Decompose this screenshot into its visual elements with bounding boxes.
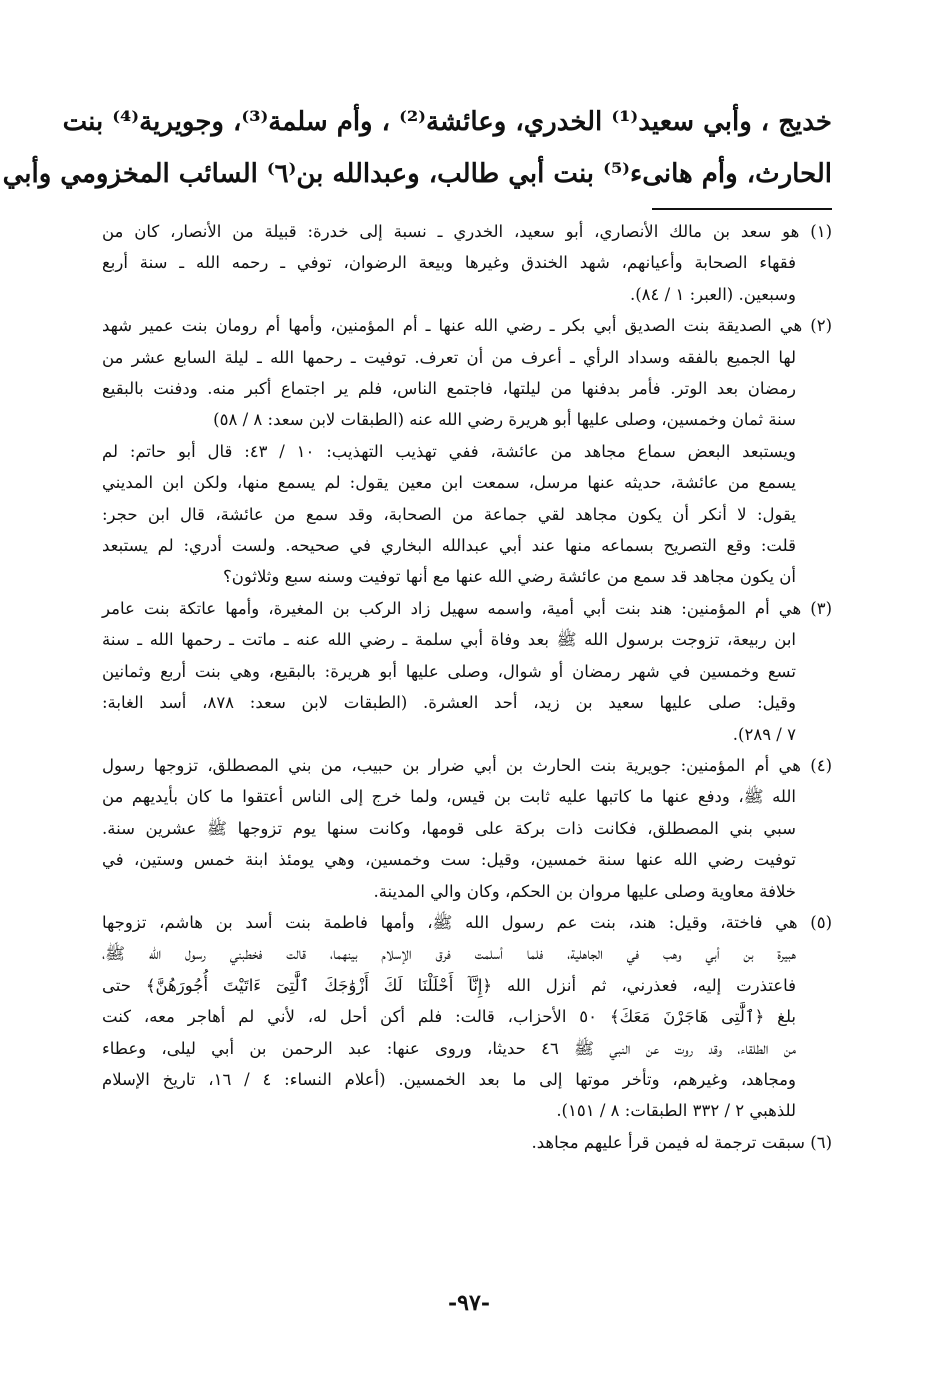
footnote-3 (102, 593, 832, 750)
footnote-line: الله ﷺ، ودفع عنها ما كاتبها عليه ثابت بن قيس، ولما خرج إلى الناس أعتقوا ما كان بأيديهم من (102, 787, 796, 807)
footnote-line: وسبعين. (العبر: ١ / ٨٤). (629, 284, 796, 304)
page-number: -٩٧- (448, 1290, 490, 1316)
footnote-line: بلغ ﴿ٱلَّٰتِى هَاجَرْنَ مَعَكَ﴾ ٥٠ الأحزاب، قالت: فلم أكن أحل له، لأني لم أهاجر معه، كنت (102, 1007, 796, 1027)
footnote-line: ومجاهد، وغيرهم، وتأخر موتها إلى ما بعد الخمسين. (أعلام النساء: ٤ / ١٦، تاريخ الإسلام (102, 1069, 796, 1089)
footnote-line: سنة ثمان وخمسين، وصلى عليها أبو هريرة رضي الله عنه (الطبقات لابن سعد: ٨ / ٥٨) (213, 410, 796, 430)
main-text-line: خديج ، وأبي سعيد⁽¹⁾ الخدري، وعائشة⁽²⁾ ، وأم سلمة⁽³⁾، وجويرية⁽⁴⁾ بنت (62, 107, 832, 137)
footnote-line: (٤) هي أم المؤمنين: جويرية بنت الحارث بن أبي ضرار بن حبيب، من بني المصطلق، تزوجها رسول (102, 755, 832, 775)
footnote-line: خلافة معاوية وصلى عليها مروان بن الحكم، وكان والي المدينة. (373, 881, 796, 901)
footnote-line: لها الجميع بالفقه وسداد الرأي ـ أعرف من أن تعرف. توفيت ـ رحمها الله ـ ليلة السابع عشر من (102, 347, 796, 367)
footnotes-section (102, 216, 832, 1158)
footnote-line: قلت: وقع التصريح بسماعه منها عند أبي عبدالله البخاري في صحيحه. ولست أدري: لم يستبعد (102, 536, 796, 556)
footnote-separator-rule (652, 208, 832, 210)
footnote-line: يسمع من عائشة، حديثه عنها مرسل، سمعت ابن معين يقول: لم يسمع منها، ولكن ابن المديني (102, 473, 796, 493)
footnote-line: ابن ربيعة، تزوجت برسول الله ﷺ بعد وفاة أبي سلمة ـ رضي الله عنه ـ ماتت ـ رحمها الله ـ سنة (102, 630, 796, 650)
footnote-line: توفيت رضي الله عنها سنة خمسين، وقيل: ست وخمسين، وهي يومئذ ابنة خمس وستين، في (102, 850, 796, 870)
footnote-line: من الطلقاء، وقد روت عن النبي ﷺ ٤٦ حديثا، وروى عنها: عبد الرحمن بن أبي ليلى، وعطاء (102, 1038, 796, 1058)
footnote-line: (١) هو سعد بن مالك الأنصاري، أبو سعيد، الخدري ـ نسبة إلى خدرة: قبيلة من الأنصار، كان من (102, 222, 832, 241)
footnote-line: فقهاء الصحابة وأعيانهم، شهد الخندق وغيرها وبيعة الرضوان، توفي ـ رحمه الله ـ سنة أربع (102, 253, 796, 273)
footnote-line: هبيرة بن أبي وهب في الجاهلية، فلما أسلمت فرق الإسلام بينهما، قالت فخطبني رسول الله ﷺ، (102, 944, 796, 964)
footnote-line: ويستبعد البعض سماع مجاهد من عائشة، ففي تهذيب التهذيب: ١٠ / ٤٣: قال أبو حاتم: لم (102, 441, 796, 461)
main-text-line: الحارث، وأم هانىء⁽⁵⁾ بنت أبي طالب، وعبدالله بن⁽٦⁾ السائب المخزومي وأبي (2, 159, 832, 189)
footnote-line: فاعتذرت إليه، فعذرني، ثم أنزل الله ﴿إِنَّآ أَحْلَلْنَا لَكَ أَزْوَٰجَكَ ٱلَّٰتِىٓ ءَاتَيْتَ أُجُورَهُنَّ﴾ حتى (102, 975, 796, 995)
footnote-6 (102, 1127, 832, 1158)
footnote-line: (٢) هي الصديقة بنت الصديق أبي بكر ـ رضي الله عنها ـ أم المؤمنين، وأمها أم رومان بنت عمير شهد (102, 316, 832, 336)
footnote-line: للذهبي ٢ / ٣٣٢ الطبقات: ٨ / ١٥١). (556, 1101, 796, 1121)
footnote-line: (٣) هي أم المؤمنين: هند بنت أبي أمية، واسمه سهيل زاد الركب بن المغيرة، وأمها عاتكة بنت عامر (102, 598, 832, 618)
footnote-line: يقول: لا أنكر أن يكون مجاهد لقي جماعة من الصحابة، وقد سمع من عائشة، قال ابن حجر: (102, 504, 796, 524)
footnote-line: ٧ / ٢٨٩). (732, 724, 796, 744)
footnote-line: (٥) هي فاختة، وقيل: هند، بنت عم رسول الله ﷺ، وأمها فاطمة بنت أسد بن هاشم، تزوجها (102, 912, 832, 932)
main-text-paragraph (2, 96, 832, 200)
footnote-line: أن يكون مجاهد قد سمع من عائشة رضي الله عنها مع أنها توفيت وسنه سبع وثلاثون؟ (222, 567, 796, 587)
footnote-line: سبي بني المصطلق، فكانت ذات بركة على قومها، وكانت سنها يوم تزوجها ﷺ عشرين سنة. (102, 818, 796, 838)
footnote-line: (٦) سبقت ترجمة له فيمن قرأ عليهم مجاهد. (531, 1132, 832, 1152)
footnote-2 (102, 310, 832, 593)
footnote-5 (102, 907, 832, 1127)
footnote-line: رمضان بعد الوتر. فأمر بدفنها من ليلتها، فاجتمع الناس، فلم ير اجتماع أكبر منه. ودفنت بالبقيع (102, 379, 796, 399)
footnote-1 (102, 216, 832, 310)
footnote-4 (102, 750, 832, 907)
footnote-line: وقيل: صلى عليها سعيد بن زيد، أحد العشرة. (الطبقات لابن سعد: ٨٧٨، أسد الغابة: (102, 693, 796, 713)
footnote-line: تسع وخمسين في شهر رمضان أو شوال، وصلى عليها أبو هريرة: بالبقيع، وهي بنت أربع وثمانين (102, 661, 796, 681)
